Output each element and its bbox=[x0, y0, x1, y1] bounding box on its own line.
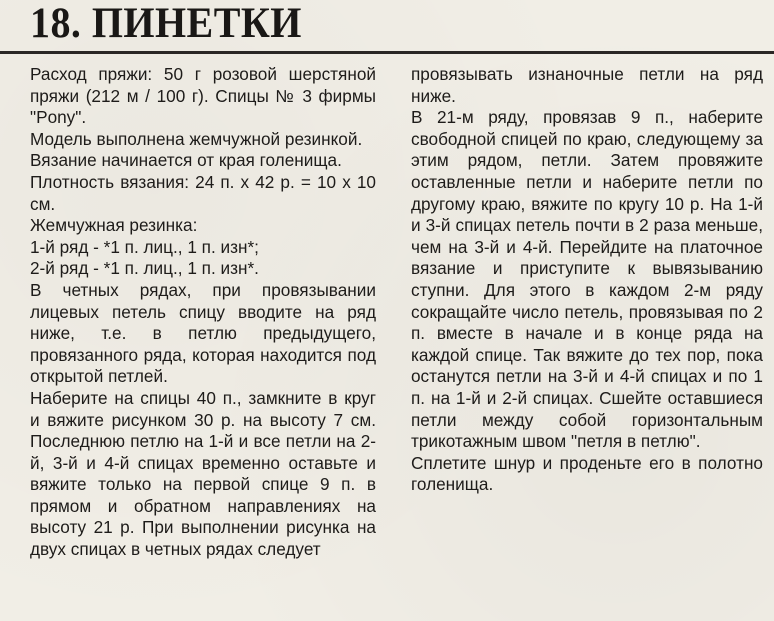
foot-instructions-paragraph: В 21-м ряду, провязав 9 п., наберите свободной спицей по краю, следующему за этим рядом, петли. Затем провяжите оставленные петли и наберите петли по другому краю, вяжите по кругу 10 р. На 1-й и 3-й спицах петель почти в 2 раза меньше, чем на 3-й и 4-й. Перейдите на платочное вязание и приступите к вывязыванию ступни. Для этого в каждом 2-м ряду сокращайте число петель, провязывая по 2 п. вместе в начале и в конце ряда на каждой спице. Так вяжите до тех пор, пока останутся петли на 3-й и 4-й спицах и по 1 п. на 1-й и 2-й спицах. Сшейте оставшиеся петли между собой горизонтальным трикотажным швом "петля в петлю". bbox=[411, 107, 763, 452]
pattern-row-1: 1-й ряд - *1 п. лиц., 1 п. изн*; bbox=[30, 236, 259, 257]
continuation-paragraph: провязывать изнаночные петли на ряд ниже. bbox=[411, 64, 763, 106]
pattern-note-paragraph: В четных рядах, при провязывании лицевых петель спицу вводите на ряд ниже, т.е. в петлю предыдущего, провязанного ряда, которая находится под открытой петлей. bbox=[30, 279, 376, 387]
knitting-start-paragraph: Вязание начинается от края голенища. bbox=[30, 150, 342, 171]
left-column bbox=[30, 64, 376, 561]
right-column bbox=[411, 64, 763, 496]
yarn-consumption-paragraph: Расход пряжи: 50 г розовой шерстяной пряжи (212 м / 100 г). Спицы № 3 фирмы "Pony". bbox=[30, 64, 376, 128]
model-description-paragraph: Модель выполнена жемчужной резинкой. bbox=[30, 128, 363, 149]
cord-paragraph: Сплетите шнур и проденьте его в полотно голенища. bbox=[411, 452, 763, 495]
pattern-row-2: 2-й ряд - *1 п. лиц., 1 п. изн*. bbox=[30, 258, 259, 279]
pattern-heading: Жемчужная резинка: bbox=[30, 215, 198, 236]
cast-on-paragraph: Наберите на спицы 40 п., замкните в круг и вяжите рисунком 30 р. на высоту 7 см. Последнюю петлю на 1-й и все петли на 2-й, 3-й и 4-й спицах временно оставьте и вяжите только на первой спице 9 п. в прямом и обратном направлениях на высоту 21 р. При выполнении рисунка на двух спицах в четных рядах следует bbox=[30, 387, 376, 560]
page-title: 18. ПИНЕТКИ bbox=[30, 0, 302, 47]
title-divider bbox=[0, 51, 774, 54]
gauge-paragraph: Плотность вязания: 24 п. х 42 р. = 10 х 10 см. bbox=[30, 171, 376, 214]
